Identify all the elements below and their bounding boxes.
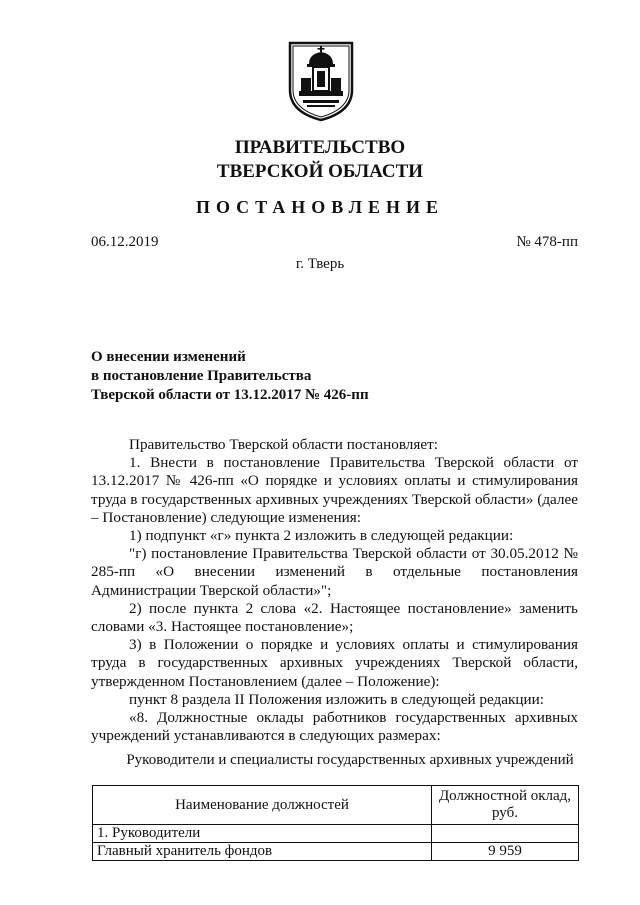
body-paragraph: 3) в Положении о порядке и условиях оплаты и стимулирования труда в государственных архивных учреждениях Тверской области, утвержденном Постановлением (далее – Положение): [91,636,578,690]
body-paragraph: "г) постановление Правительства Тверской области от 30.05.2012 № 285-пп «О внесении изменений в отдельные постановления Администрации Тверской области»"; [91,545,578,599]
government-name-line1: ПРАВИТЕЛЬСТВО [234,137,406,158]
body-paragraph: 1) подпункт «г» пункта 2 изложить в следующей редакции: [129,527,514,545]
table-header-row [93,786,579,825]
body-paragraph: 1. Внести в постановление Правительства Тверской области от 13.12.2017 № 426-пп «О порядке и условиях оплаты и стимулирования труда в государственных архивных учреждениях Тверской области» (далее – Постановление) следующие изменения: [91,454,578,526]
document-city: г. Тверь [295,256,345,272]
document-number: № 478-пп [516,234,578,250]
document-body [91,436,578,745]
table-caption: Руководители и специалисты государственных архивных учреждений [126,752,574,768]
document-subject [91,348,369,405]
column-header-position: Наименование должностей [93,786,432,825]
body-paragraph: «8. Должностные оклады работников государственных архивных учреждений устанавливаются в следующих размерах: [91,709,578,745]
empty-cell [432,825,579,843]
salary-table [92,785,579,861]
document-type: ПОСТАНОВЛЕНИЕ [195,197,445,217]
section-title: 1. Руководители [93,825,432,843]
government-name-line2: ТВЕРСКОЙ ОБЛАСТИ [216,161,424,182]
table-section-row [93,825,579,843]
body-paragraph: пункт 8 раздела II Положения изложить в следующей редакции: [129,690,544,708]
coat-of-arms-icon [287,40,355,122]
document-date: 06.12.2019 [91,234,159,250]
body-paragraph: Правительство Тверской области постановляет: [129,436,438,453]
subject-line: Тверской области от 13.12.2017 № 426-пп [91,387,369,403]
table-row [93,843,579,861]
salary-value: 9 959 [432,843,579,861]
subject-line: в постановление Правительства [91,368,312,384]
column-header-salary: Должностной оклад, руб. [432,786,579,825]
body-paragraph: 2) после пункта 2 слова «2. Настоящее постановление» заменить словами «3. Настоящее постановление»; [91,599,578,636]
subject-line: О внесении изменений [91,349,246,365]
position-name: Главный хранитель фондов [93,843,432,861]
